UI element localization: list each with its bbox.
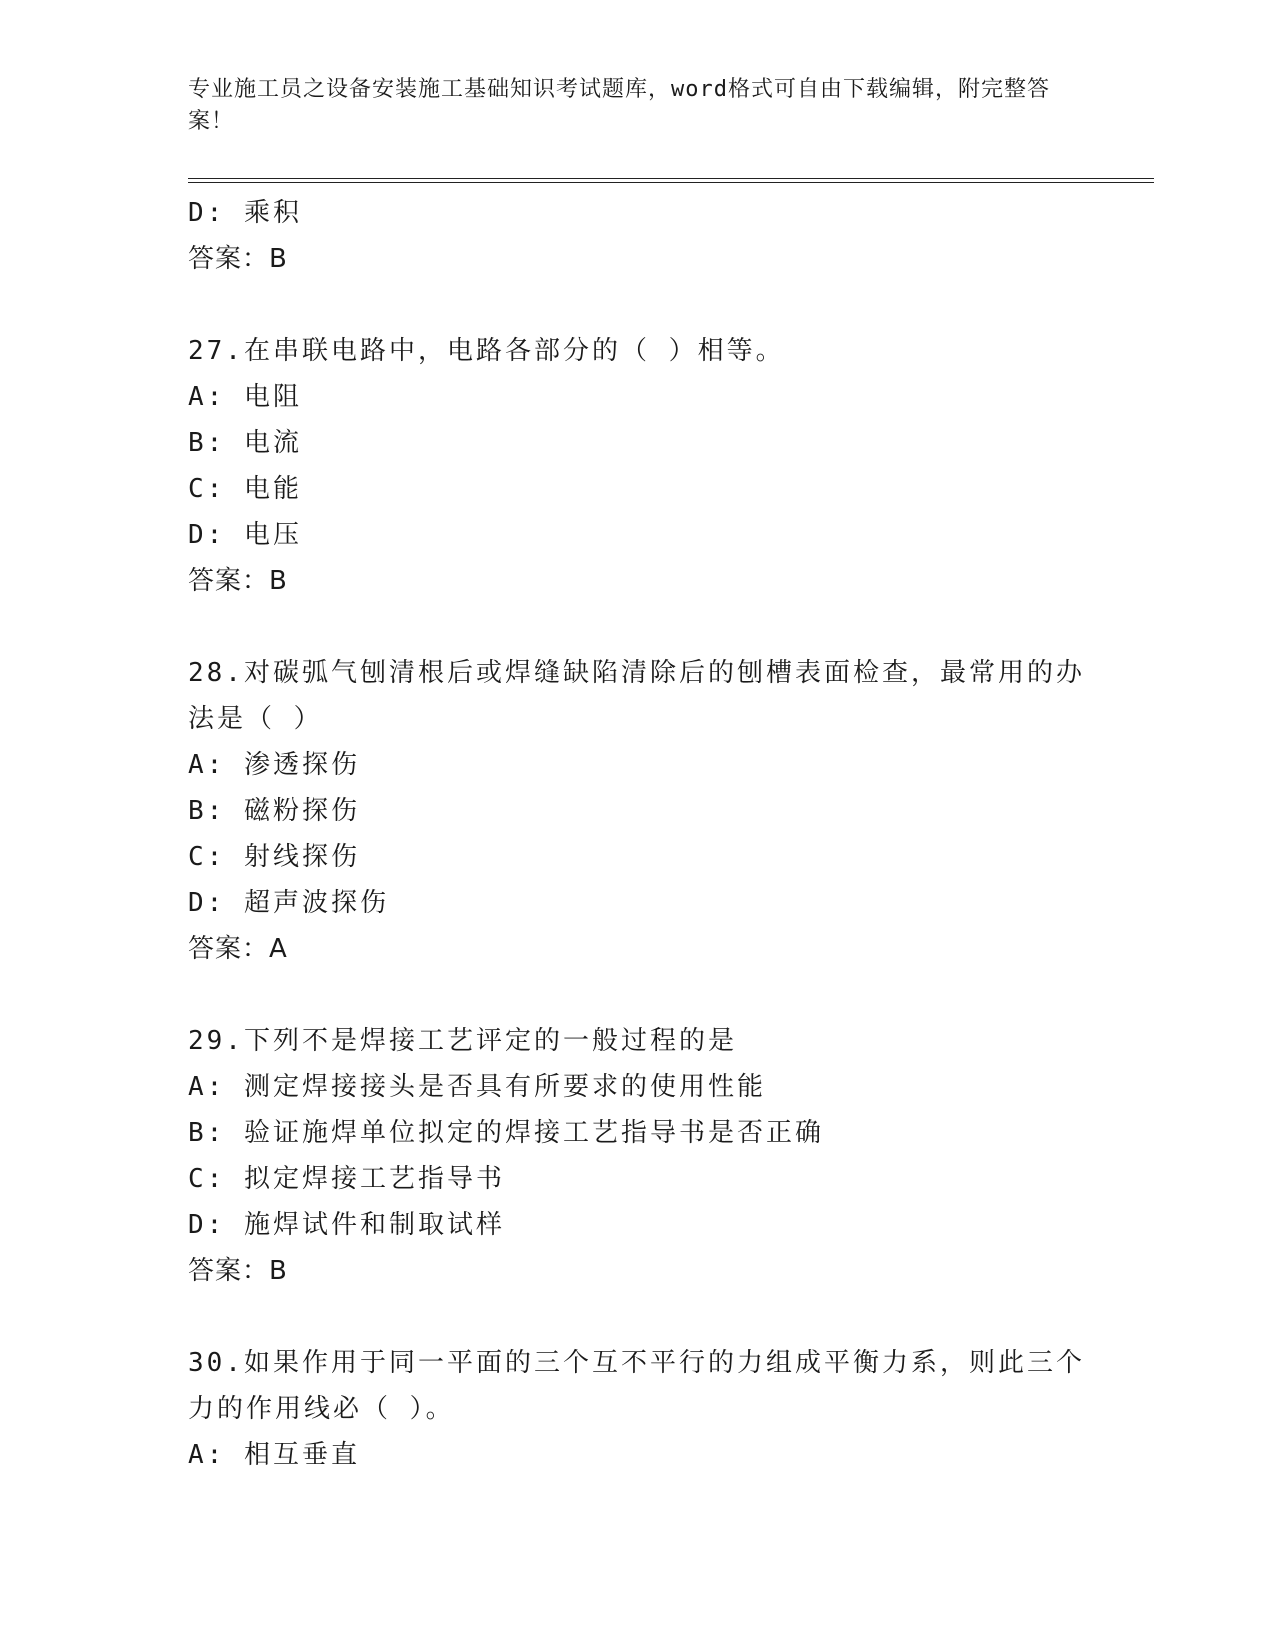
option-d: D: 超声波探伤 [188,888,389,918]
answer: 答案：B [188,566,288,596]
option-b: B: 电流 [188,428,302,458]
option-c: C: 拟定焊接工艺指导书 [188,1164,505,1194]
option-c: C: 射线探伤 [188,842,360,872]
option-a: A: 相互垂直 [188,1440,360,1470]
question-stem: 30.如果作用于同一平面的三个互不平行的力组成平衡力系，则此三个力的作用线必（ ）。 [188,1348,1085,1424]
option-a: A: 测定焊接接头是否具有所要求的使用性能 [188,1072,766,1102]
header-divider [188,178,1154,183]
question-28 [188,650,1088,972]
option-d: D: 乘积 [188,198,302,228]
question-stem: 28.对碳弧气刨清根后或焊缝缺陷清除后的刨槽表面检查，最常用的办法是（ ） [188,658,1085,734]
document-body [188,190,1088,1478]
option-d: D: 施焊试件和制取试样 [188,1210,505,1240]
question-27 [188,328,1088,604]
option-b: B: 验证施焊单位拟定的焊接工艺指导书是否正确 [188,1118,824,1148]
option-b: B: 磁粉探伤 [188,796,360,826]
question-29 [188,1018,1088,1294]
answer: 答案：B [188,1256,288,1286]
question-30 [188,1340,1088,1478]
option-d: D: 电压 [188,520,302,550]
option-a: A: 渗透探伤 [188,750,360,780]
option-a: A: 电阻 [188,382,302,412]
answer: 答案：B [188,244,288,274]
answer: 答案：A [188,934,288,964]
question-stem: 29.下列不是焊接工艺评定的一般过程的是 [188,1026,737,1056]
option-c: C: 电能 [188,474,302,504]
question-stem: 27.在串联电路中，电路各部分的（ ）相等。 [188,336,785,366]
page-header: 专业施工员之设备安装施工基础知识考试题库，word格式可自由下载编辑，附完整答案！ [188,77,1050,134]
